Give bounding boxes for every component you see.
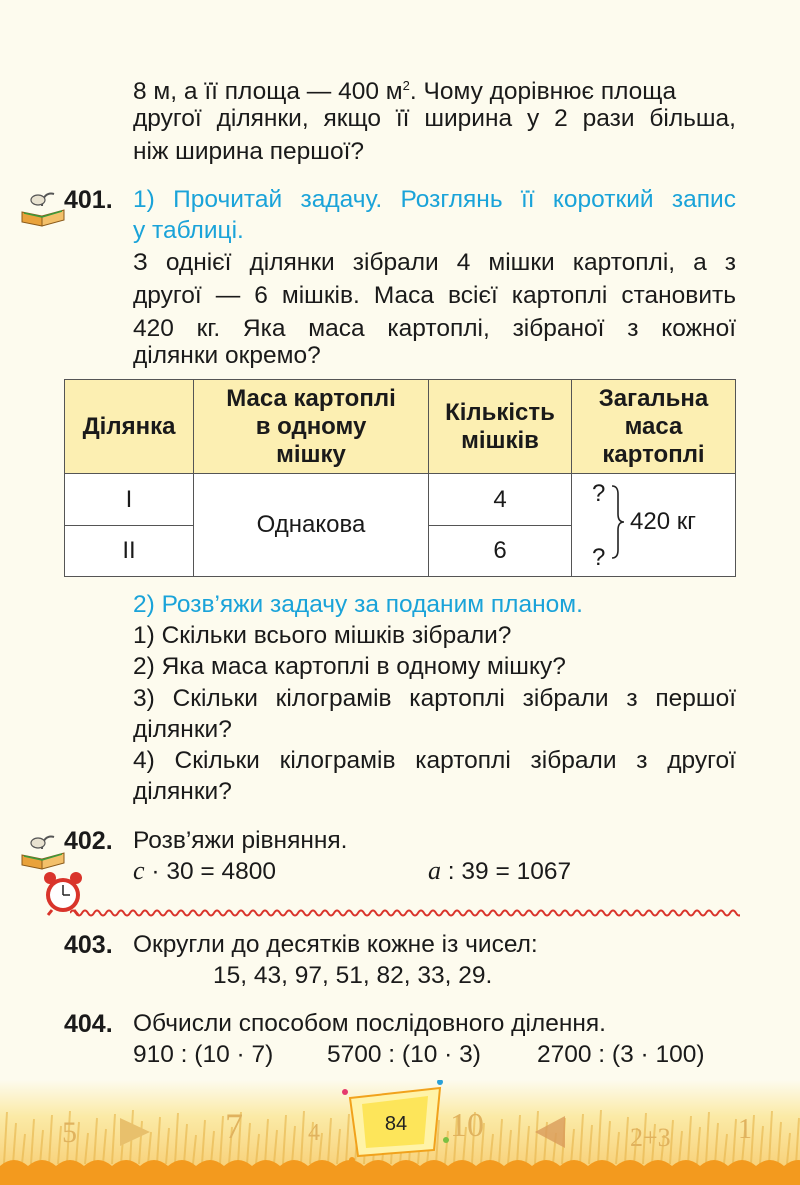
task-403-numbers: 15, 43, 97, 51, 82, 33, 29. bbox=[213, 962, 493, 989]
task-401-text-2: другої — 6 мішків. Маса всієї картоплі становить bbox=[133, 282, 736, 309]
page-number: 84 bbox=[384, 1113, 408, 1135]
plan-item-1: 1) Скільки всього мішків зібрали? bbox=[133, 622, 512, 649]
plan-item-4-cont: ділянки? bbox=[133, 778, 232, 805]
task-401-text-3: 420 кг. Яка маса картоплі, зібраної з кожної bbox=[133, 315, 736, 342]
decor-digit: 4 bbox=[308, 1120, 320, 1146]
intro-line-1-text: 8 м, а її площа — 400 м bbox=[133, 78, 403, 106]
header-text: в одному bbox=[255, 412, 367, 440]
variable: a bbox=[428, 856, 441, 885]
expression-2: 5700 : (10 · 3) bbox=[327, 1041, 481, 1068]
intro-line-3: ніж ширина першої? bbox=[133, 138, 365, 165]
header-text: мішків bbox=[461, 426, 539, 454]
plan-title: 2) Розв’яжи задачу за поданим планом. bbox=[133, 591, 583, 618]
wavy-divider bbox=[70, 905, 740, 921]
equation-1 bbox=[133, 854, 276, 889]
variable: c bbox=[133, 856, 145, 885]
unknown-mark: ? bbox=[592, 544, 606, 572]
header-plot bbox=[65, 380, 194, 474]
plan-item-4: 4) Скільки кілограмів картоплі зібрали з другої bbox=[133, 747, 736, 774]
task-401-instruction: 1) Прочитай задачу. Розглянь її короткий запис bbox=[133, 186, 736, 213]
equation-rest: : 39 = 1067 bbox=[441, 858, 572, 885]
header-text: мішку bbox=[276, 440, 346, 468]
equation-2 bbox=[428, 854, 571, 889]
expression-3: 2700 : (3 · 100) bbox=[537, 1041, 705, 1068]
task-401-number: 401. bbox=[64, 186, 113, 214]
cell-plot: II bbox=[65, 525, 194, 576]
intro-line-1-end: . Чому дорівнює площа bbox=[409, 78, 677, 106]
task-402-number: 402. bbox=[64, 827, 113, 855]
reading-lamp-book-icon bbox=[18, 829, 68, 871]
task-401-instruction-cont: у таблиці. bbox=[133, 217, 244, 244]
task-401-text-1: З однієї ділянки зібрали 4 мішки картоплі, а з bbox=[133, 249, 736, 276]
header-text: картоплі bbox=[602, 440, 705, 468]
header-text: Кількість bbox=[445, 398, 555, 426]
header-total-mass bbox=[572, 380, 736, 474]
table-row bbox=[65, 474, 736, 525]
reading-lamp-book-icon bbox=[18, 186, 68, 228]
equation-rest: · 30 = 4800 bbox=[144, 858, 276, 885]
cell-bags: 4 bbox=[429, 474, 572, 525]
task-404-number: 404. bbox=[64, 1010, 113, 1038]
plan-item-2: 2) Яка маса картоплі в одному мішку? bbox=[133, 653, 566, 680]
header-text: Маса картоплі bbox=[226, 384, 396, 412]
page-footer bbox=[0, 1080, 800, 1185]
intro-line-2: другої ділянки, якщо її ширина у 2 рази більша, bbox=[133, 105, 736, 132]
task-404-text: Обчисли способом послідовного ділення. bbox=[133, 1010, 606, 1037]
brace-icon bbox=[610, 484, 626, 560]
cell-plot: I bbox=[65, 474, 194, 525]
cell-bags: 6 bbox=[429, 525, 572, 576]
decor-digit: 5 bbox=[62, 1116, 77, 1149]
header-text: маса bbox=[624, 412, 683, 440]
plan-item-3: 3) Скільки кілограмів картоплі зібрали з першої bbox=[133, 685, 736, 712]
table-header-row bbox=[65, 380, 736, 474]
decor-digit: 1 bbox=[738, 1114, 752, 1145]
header-text: Загальна bbox=[598, 384, 709, 412]
superscript: 2 bbox=[402, 78, 410, 93]
header-mass-per-bag bbox=[194, 380, 429, 474]
cell-total-mass bbox=[572, 474, 736, 577]
task-402-text: Розв’яжи рівняння. bbox=[133, 827, 348, 854]
task-403-text: Округли до десятків кожне із чисел: bbox=[133, 931, 538, 958]
unknown-mark: ? bbox=[592, 480, 606, 508]
expression-1: 910 : (10 · 7) bbox=[133, 1041, 274, 1068]
decor-digit: 7 bbox=[225, 1106, 243, 1146]
data-table bbox=[64, 379, 736, 577]
decor-digit: 10 bbox=[450, 1107, 484, 1144]
total-mass-value: 420 кг bbox=[630, 508, 696, 536]
header-plot-text: Ділянка bbox=[82, 412, 176, 440]
plan-item-3-cont: ділянки? bbox=[133, 716, 232, 743]
cell-mass-per-bag: Однакова bbox=[194, 474, 429, 577]
task-401-text-4: ділянки окремо? bbox=[133, 342, 321, 369]
header-bag-count bbox=[429, 380, 572, 474]
decor-digit: 2+3 bbox=[630, 1123, 671, 1152]
task-403-number: 403. bbox=[64, 931, 113, 959]
